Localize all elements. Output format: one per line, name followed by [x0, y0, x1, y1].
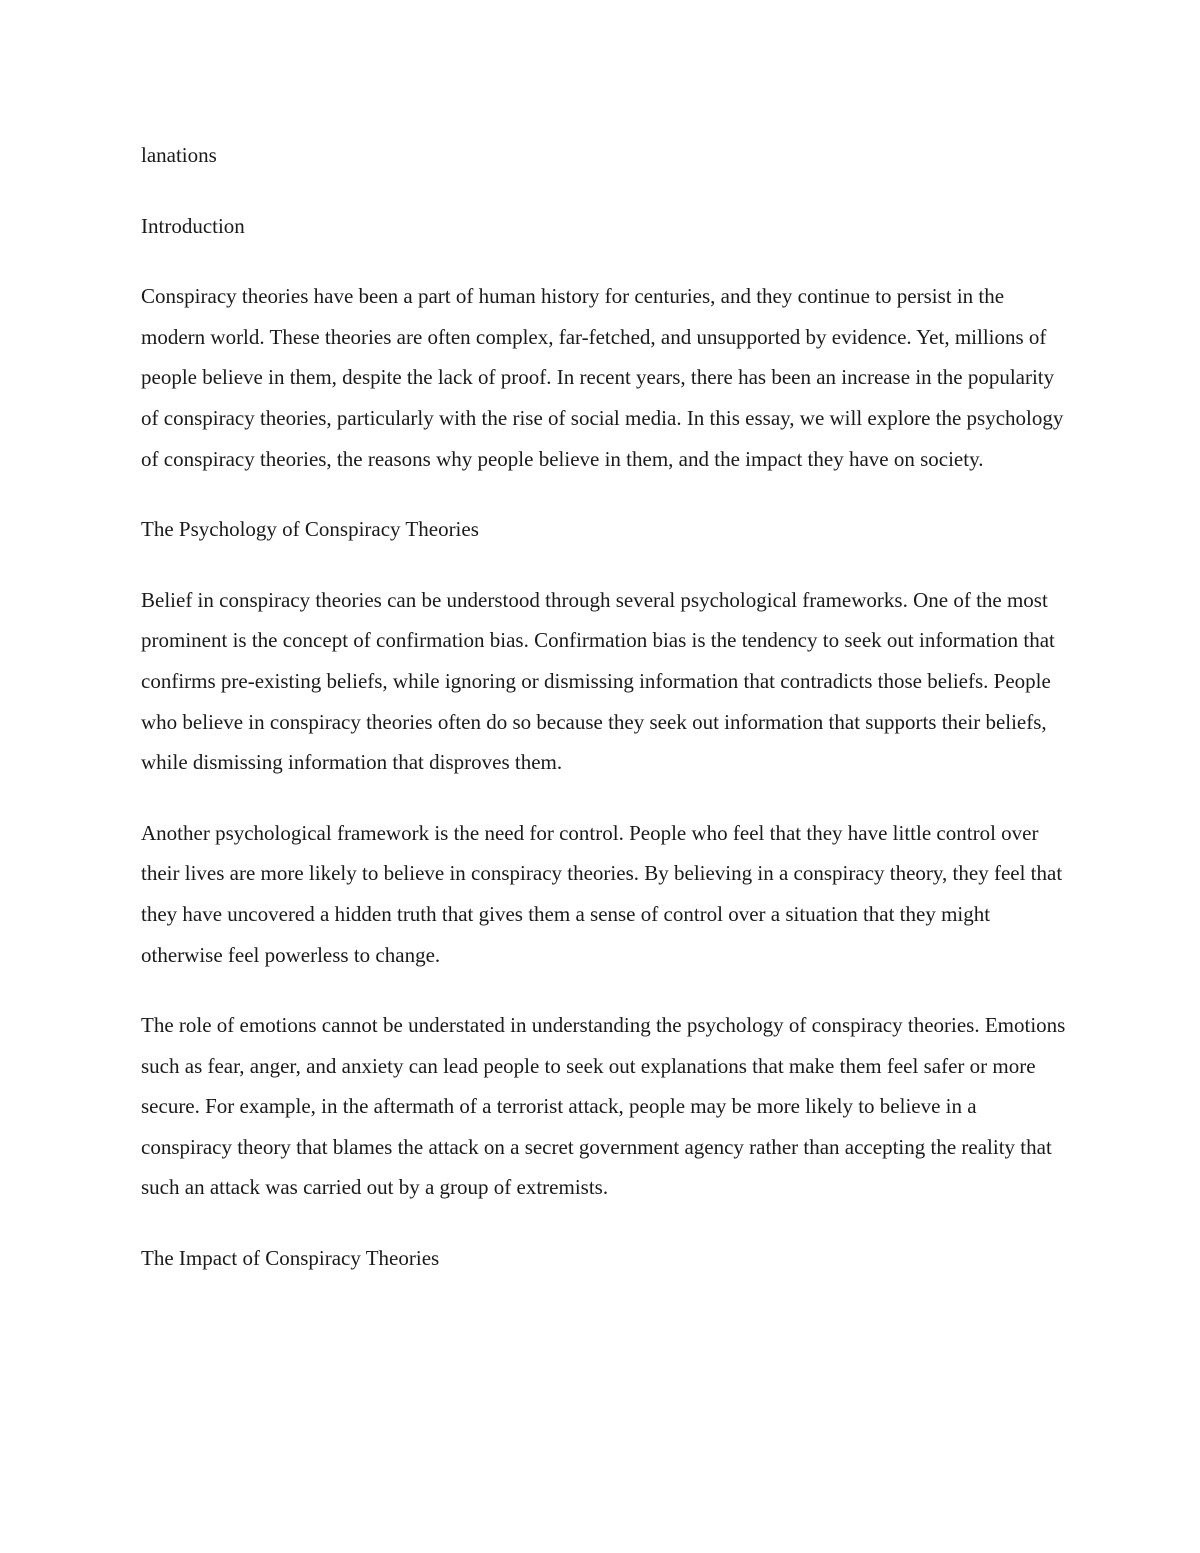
paragraph: Belief in conspiracy theories can be understood through several psychological frameworks. One of the most prominent is the concept of confirmation bias. Confirmation bias is the tendency to seek out information that confirms pre-existing beliefs, while ignoring or dismissing information that contradicts those beliefs. People who believe in conspiracy theories often do so because they seek out information that supports their beliefs, while dismissing information that disproves them. — [141, 587, 1055, 775]
section-heading-psychology: The Psychology of Conspiracy Theories — [141, 517, 479, 542]
document-body — [141, 135, 1071, 1309]
fragment-title: lanations — [141, 143, 217, 167]
paragraph: The role of emotions cannot be understated in understanding the psychology of conspiracy theories. Emotions such as fear, anger, and anxiety can lead people to seek out explanations that make them feel safer or more secure. For example, in the aftermath of a terrorist attack, people may be more likely to believe in a conspiracy theory that blames the attack on a secret government agency rather than accepting the reality that such an attack was carried out by a group of extremists. — [141, 1013, 1066, 1200]
paragraph: Conspiracy theories have been a part of human history for centuries, and they continue to persist in the modern world. These theories are often complex, far-fetched, and unsupported by evidence. Yet, millions of people believe in them, despite the lack of proof. In recent years, there has been an increase in the popularity of conspiracy theories, particularly with the rise of social media. In this essay, we will explore the psychology of conspiracy theories, the reasons why people believe in them, and the impact they have on society. — [141, 284, 1064, 471]
section-heading-introduction: Introduction — [141, 213, 245, 238]
paragraph: Another psychological framework is the need for control. People who feel that they have little control over their lives are more likely to believe in conspiracy theories. By believing in a conspiracy theory, they feel that they have uncovered a hidden truth that gives them a sense of control over a situation that they might otherwise feel powerless to change. — [141, 820, 1063, 967]
section-heading-impact: The Impact of Conspiracy Theories — [141, 1246, 440, 1271]
